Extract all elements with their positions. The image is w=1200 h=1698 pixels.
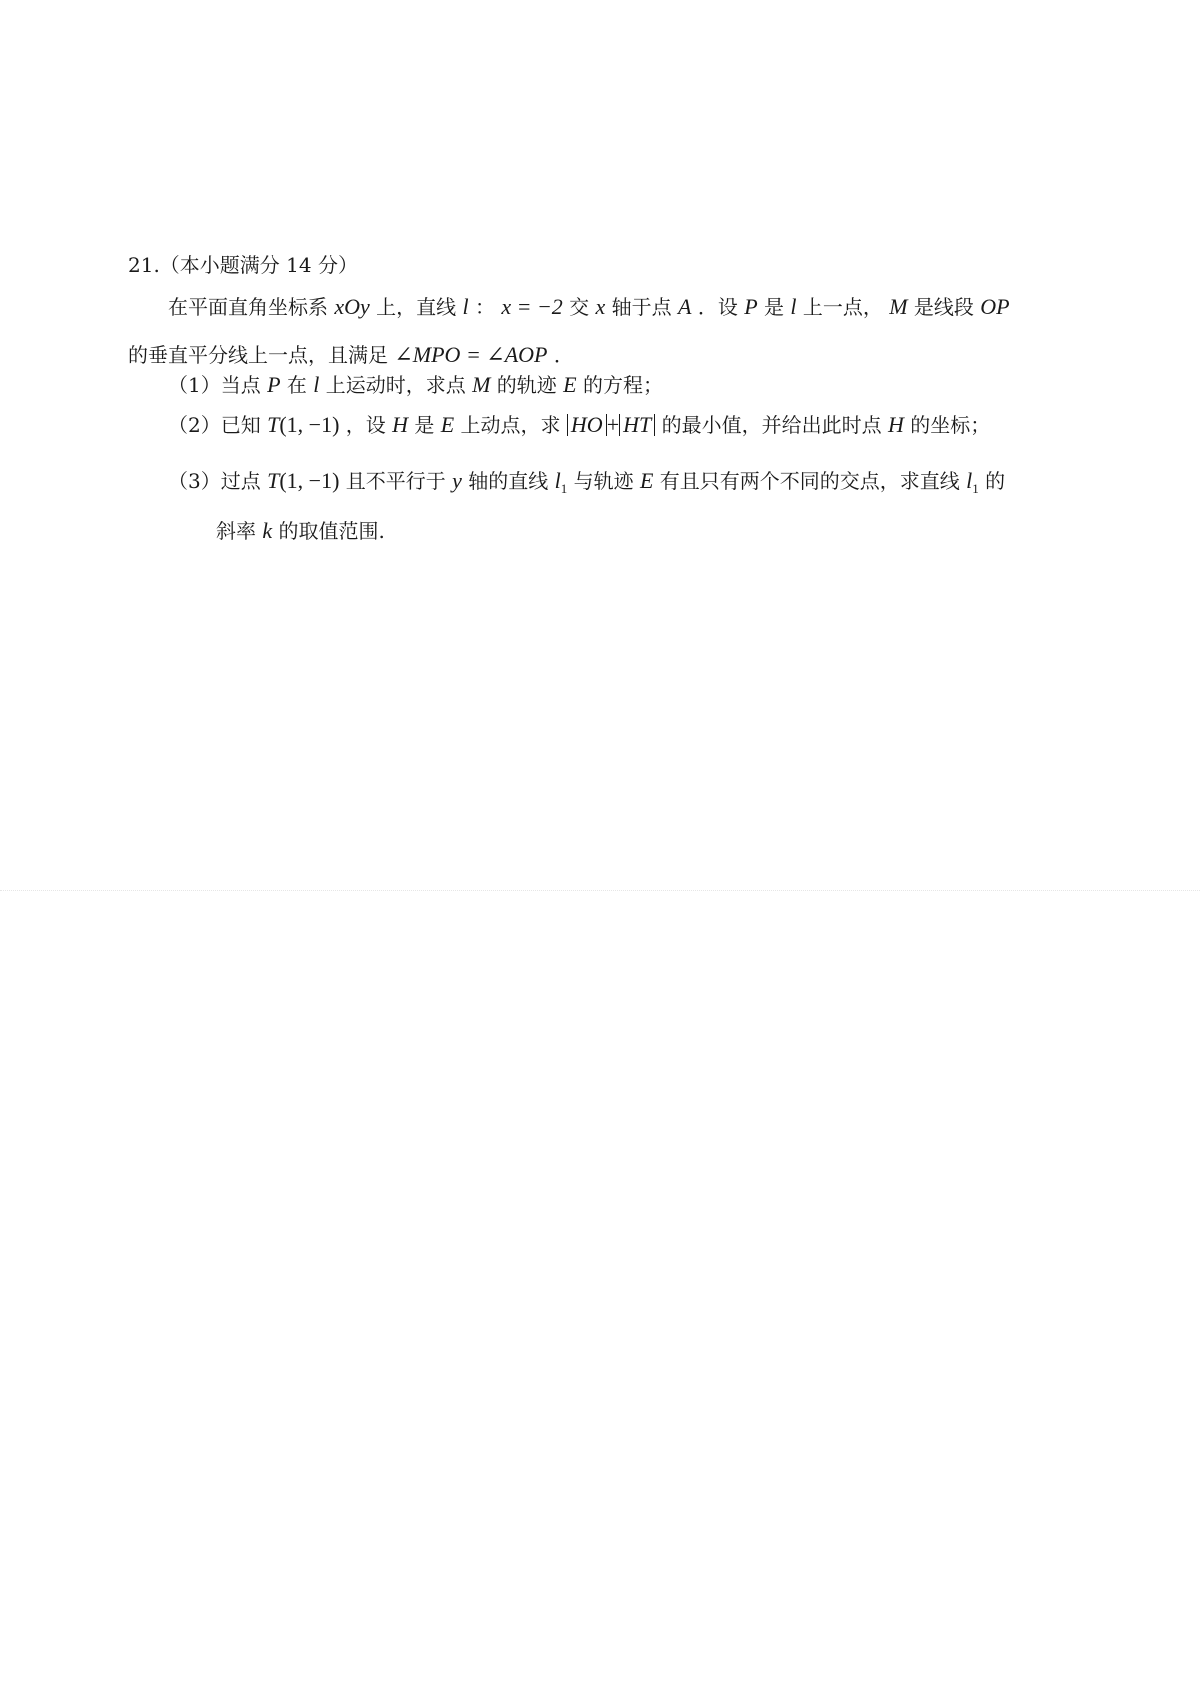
math-l1 — [966, 468, 979, 496]
stem-text: 交 — [569, 295, 590, 319]
math-l: l — [966, 468, 973, 493]
stem-line-2 — [128, 340, 574, 370]
math-coords: (1, −1) — [279, 468, 340, 493]
stem-text: ． — [553, 343, 574, 367]
math-x: x — [595, 294, 606, 319]
math-l: l — [462, 294, 469, 319]
stem-text: 在平面直角坐标系 — [168, 295, 328, 319]
math-e: E — [639, 468, 654, 493]
part-text: 在 — [286, 373, 307, 397]
part-text: （3）过点 — [168, 469, 261, 493]
math-plus: + — [606, 412, 620, 437]
part-text: 上运动时，求点 — [325, 373, 466, 397]
math-t: T — [267, 412, 280, 437]
stem-text: 是 — [764, 295, 784, 319]
stem-text: 轴于点 — [611, 295, 672, 319]
math-abs-ho: HO — [567, 414, 607, 436]
math-angle-condition: ∠MPO = ∠AOP — [394, 342, 548, 367]
math-l: l — [313, 372, 320, 397]
stem-text: ： — [474, 295, 495, 319]
part-text: ，设 — [345, 413, 386, 437]
part-text: 的最小值，并给出此时点 — [661, 413, 882, 437]
part-text: 与轨迹 — [573, 469, 634, 493]
math-m: M — [889, 294, 908, 319]
math-a: A — [678, 294, 692, 319]
part-text: 斜率 — [216, 519, 256, 543]
part-text: 上动点，求 — [460, 413, 561, 437]
math-p: P — [267, 372, 281, 397]
math-e: E — [440, 412, 455, 437]
part-text: 的 — [985, 469, 1006, 493]
math-h: H — [392, 412, 409, 437]
math-t: T — [267, 468, 280, 493]
part-text: 的轨迹 — [496, 373, 557, 397]
part-text: 的取值范围. — [278, 519, 385, 543]
math-subscript: 1 — [972, 481, 979, 496]
stem-text: 上，直线 — [376, 295, 457, 319]
part-3 — [168, 466, 1005, 504]
math-l: l — [554, 468, 561, 493]
stem-text: ．设 — [697, 295, 738, 319]
math-l: l — [790, 294, 797, 319]
math-xoy: xOy — [334, 294, 370, 319]
stem-text: 上一点， — [802, 295, 883, 319]
part-text: （1）当点 — [168, 373, 261, 397]
math-h: H — [887, 412, 904, 437]
math-m: M — [472, 372, 491, 397]
part-3-continued — [216, 516, 385, 546]
math-abs-ht: HT — [619, 414, 655, 436]
part-text: 是 — [414, 413, 435, 437]
math-subscript: 1 — [560, 481, 568, 496]
math-op: OP — [980, 294, 1010, 319]
page-divider — [0, 890, 1200, 891]
math-coords: (1, −1) — [279, 412, 340, 437]
math-p: P — [744, 294, 758, 319]
math-y: y — [452, 468, 462, 493]
header-text: 21.（本小题满分 14 分） — [128, 253, 358, 277]
stem-text: 是线段 — [913, 295, 974, 319]
stem-line-1 — [168, 292, 1010, 322]
math-e: E — [563, 372, 577, 397]
part-text: 有且只有两个不同的交点，求直线 — [659, 469, 960, 493]
part-text: （2）已知 — [168, 413, 261, 437]
part-text: 的坐标； — [910, 413, 991, 437]
part-text: 且不平行于 — [345, 469, 446, 493]
math-l1 — [554, 468, 568, 496]
part-text: 的方程； — [582, 373, 663, 397]
part-2 — [168, 410, 990, 440]
part-text: 轴的直线 — [468, 469, 549, 493]
math-k: k — [262, 518, 273, 543]
problem-header — [128, 250, 358, 280]
math-equation: x = −2 — [501, 294, 563, 319]
part-1 — [168, 370, 663, 400]
stem-text: 的垂直平分线上一点，且满足 — [128, 343, 388, 367]
